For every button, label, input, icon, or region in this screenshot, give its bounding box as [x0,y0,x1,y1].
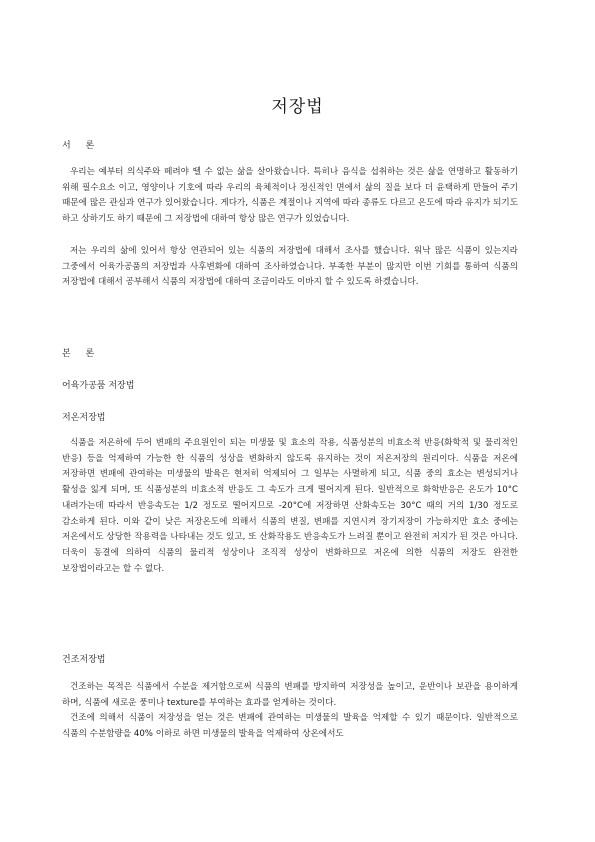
section-heading: 어육가공품 저장법 [62,381,135,391]
intro-paragraph-2: 저는 우리의 삶에 있어서 항상 연관되어 있는 식품의 저장법에 대해서 조사를 했습니다. 워낙 많은 식품이 있는지라 그중에서 어육가공품의 저장법과 사후변화에 대하여 조사하였습니다. 부족한 부분이 많지만 이번 기회를 통하여 식품의 저장법에 대해서 공부해서 식품의 저장법에 대하여 조금이라도 이바지 할 수 있도록 하겠습니다. [62,246,518,288]
drying-paragraph-2: 건조에 의해서 식품이 저장성을 얻는 것은 변패에 관여하는 미생물의 발육을 억제할 수 있기 때문이다. 일반적으로 식품의 수분함량을 40% 이하로 하면 미생물의 발육을 억제하여 상온에서도 [62,713,518,739]
subsection-heading-drying: 건조저장법 [62,655,106,665]
intro-heading: 서 론 [62,141,101,151]
subsection-heading-cold-storage: 저온저장법 [62,413,106,423]
cold-storage-paragraph: 식품을 저온하에 두어 변패의 주요원인이 되는 미생물 및 효소의 작용, 식품성분의 비효소적 반응(화학적 및 물리적인 반응) 등을 억제하여 가능한 한 식품의 성상을 변화하지 않도록 유지하는 것이 저온저장의 원리이다. 식품을 저온에 저장하면 변패에 관여하는 미생물의 발육은 현저히 억제되어 그 일부는 사멸하게 되고, 식품 중의 효소는 변성되거나 활성을 잃게 되며, 또 식품성분의 비효소적 반응도 그 속도가 크게 떨어지게 된다. 일반적으로 화학반응은 온도가 10°C 내려가는데 따라서 반응속도는 1/2 정도로 떨어지므로 -20°C에 저장하면 산화속도는 30°C 때의 거의 1/30 정도로 감소하게 된다. 이와 같이 낮은 저장온도에 의해서 식품의 변질, 변패를 지연시켜 장기저장이 가능하지만 효소 중에는 저온에서도 상당한 작용력을 나타내는 것도 있고, 또 산화작용도 반응속도가 느려질 뿐이고 완전히 저지가 된 것은 아니다. 더욱이 동결에 의하여 식품의 물리적 성상이나 조직적 성상이 변화하므로 저온에 의한 식품의 저장도 완전한 보장법이라고는 할 수 없다. [62,438,518,574]
drying-paragraph-1: 건조하는 목적은 식품에서 수분을 제거함으로써 식품의 변패를 방지하여 저장성을 높이고, 운반이나 보관을 용이하게 하며, 식품에 새로운 풍미나 texture를 부여하는 효과를 얻게하는 것이다. [62,682,518,708]
document-title: 저장법 [271,97,324,117]
body-heading: 본 론 [62,349,101,359]
intro-paragraph-1: 우리는 예부터 의식주와 떼려야 뗄 수 없는 삶을 살아왔습니다. 특히나 음식을 섭취하는 것은 삶을 연명하고 활동하기 위해 필수요소 이고, 영양이나 기호에 따라 우리의 육체적이나 정신적인 면에서 삶의 질을 보다 더 윤택하게 만들어 주기 때문에 많은 관심과 연구가 있어왔습니다. 게다가, 식품은 계절이나 지역에 따라 종류도 다르고 온도에 따라 유지가 되기도 하고 상하기도 하기 때문에 그 저장법에 대하여 항상 많은 연구가 있었습니다. [62,167,518,225]
